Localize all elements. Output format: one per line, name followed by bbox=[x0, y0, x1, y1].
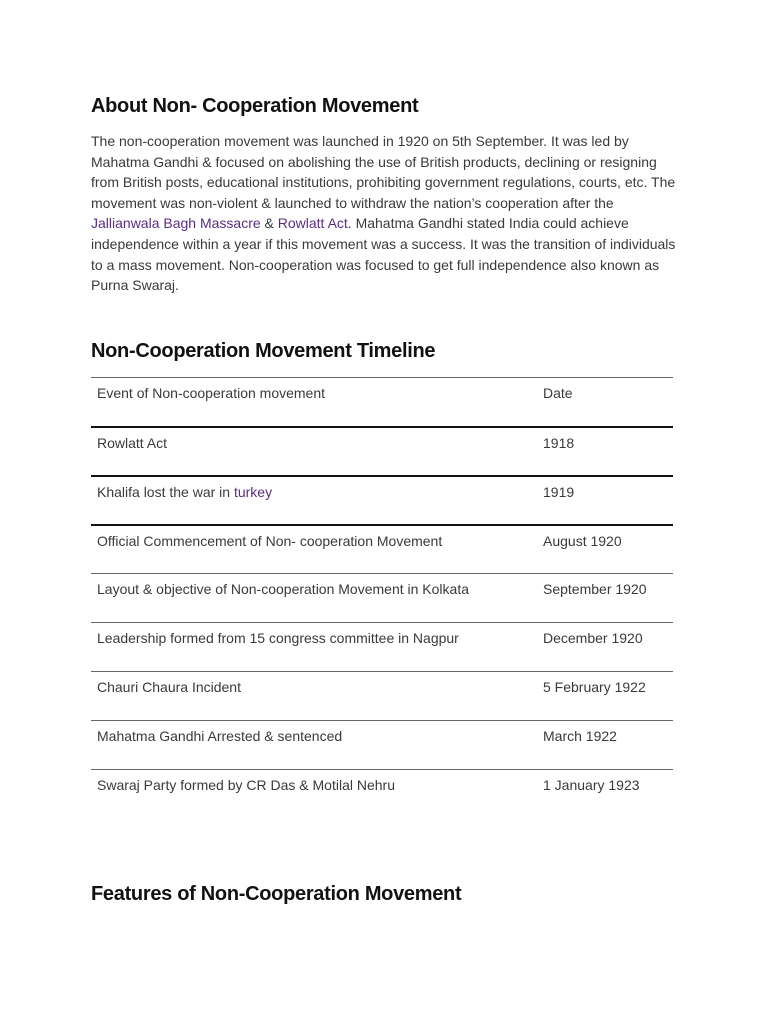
row-event: Swaraj Party formed by CR Das & Motilal Nehru bbox=[97, 777, 395, 793]
row-event: Mahatma Gandhi Arrested & sentenced bbox=[97, 728, 343, 744]
about-paragraph bbox=[91, 131, 681, 296]
row-event: Layout & objective of Non-cooperation Movement in Kolkata bbox=[97, 581, 469, 597]
jallianwala-bagh-link[interactable]: Jallianwala Bagh Massacre bbox=[91, 215, 261, 232]
row-date: 1918 bbox=[543, 434, 575, 451]
features-heading: Features of Non-Cooperation Movement bbox=[91, 883, 462, 905]
table-header-row bbox=[91, 378, 673, 427]
rowlatt-act-link[interactable]: Rowlatt Act bbox=[277, 215, 348, 232]
row-date: December 1920 bbox=[543, 630, 643, 646]
timeline-heading: Non-Cooperation Movement Timeline bbox=[91, 340, 436, 362]
table-row bbox=[91, 721, 673, 770]
table-row bbox=[91, 427, 673, 476]
row-date: August 1920 bbox=[543, 532, 622, 549]
about-heading: About Non- Cooperation Movement bbox=[91, 95, 419, 117]
row-event bbox=[91, 476, 537, 525]
about-text-part1: The non-cooperation movement was launched in 1920 on 5th September. It was led by Mahatma Gandhi & focused on abolishing the use of British products, declining or resigning from British posts, educational institutions, prohibiting government regulations, courts, etc. The movement was non-violent & launched to withdraw the nation’s cooperation after the bbox=[91, 133, 676, 211]
table-row bbox=[91, 623, 673, 672]
row-date: September 1920 bbox=[543, 581, 647, 597]
table-row bbox=[91, 672, 673, 721]
header-date: Date bbox=[543, 385, 573, 401]
timeline-table bbox=[91, 377, 673, 819]
row-event: Leadership formed from 15 congress committee in Nagpur bbox=[97, 630, 459, 646]
row-event-prefix: Khalifa lost the war in bbox=[97, 483, 234, 500]
row-event: Chauri Chaura Incident bbox=[97, 679, 241, 695]
row-date: 1919 bbox=[543, 483, 575, 500]
about-text-part3: . Mahatma Gandhi stated India could achieve independence within a year if this movement was a success. It was the transition of individuals to a mass movement. Non-cooperation was focused to get full independence also known as Purna Swaraj. bbox=[91, 215, 676, 294]
row-event: Rowlatt Act bbox=[97, 434, 168, 451]
turkey-link[interactable]: turkey bbox=[233, 483, 273, 500]
table-row bbox=[91, 525, 673, 574]
table-row bbox=[91, 476, 673, 525]
row-date: 5 February 1922 bbox=[543, 679, 646, 695]
header-event: Event of Non-cooperation movement bbox=[97, 385, 326, 401]
row-date: March 1922 bbox=[543, 728, 617, 744]
row-event: Official Commencement of Non- cooperation Movement bbox=[97, 532, 443, 549]
table-row bbox=[91, 770, 673, 819]
row-date: 1 January 1923 bbox=[543, 777, 640, 793]
table-row bbox=[91, 574, 673, 623]
about-text-part2: & bbox=[260, 215, 278, 232]
